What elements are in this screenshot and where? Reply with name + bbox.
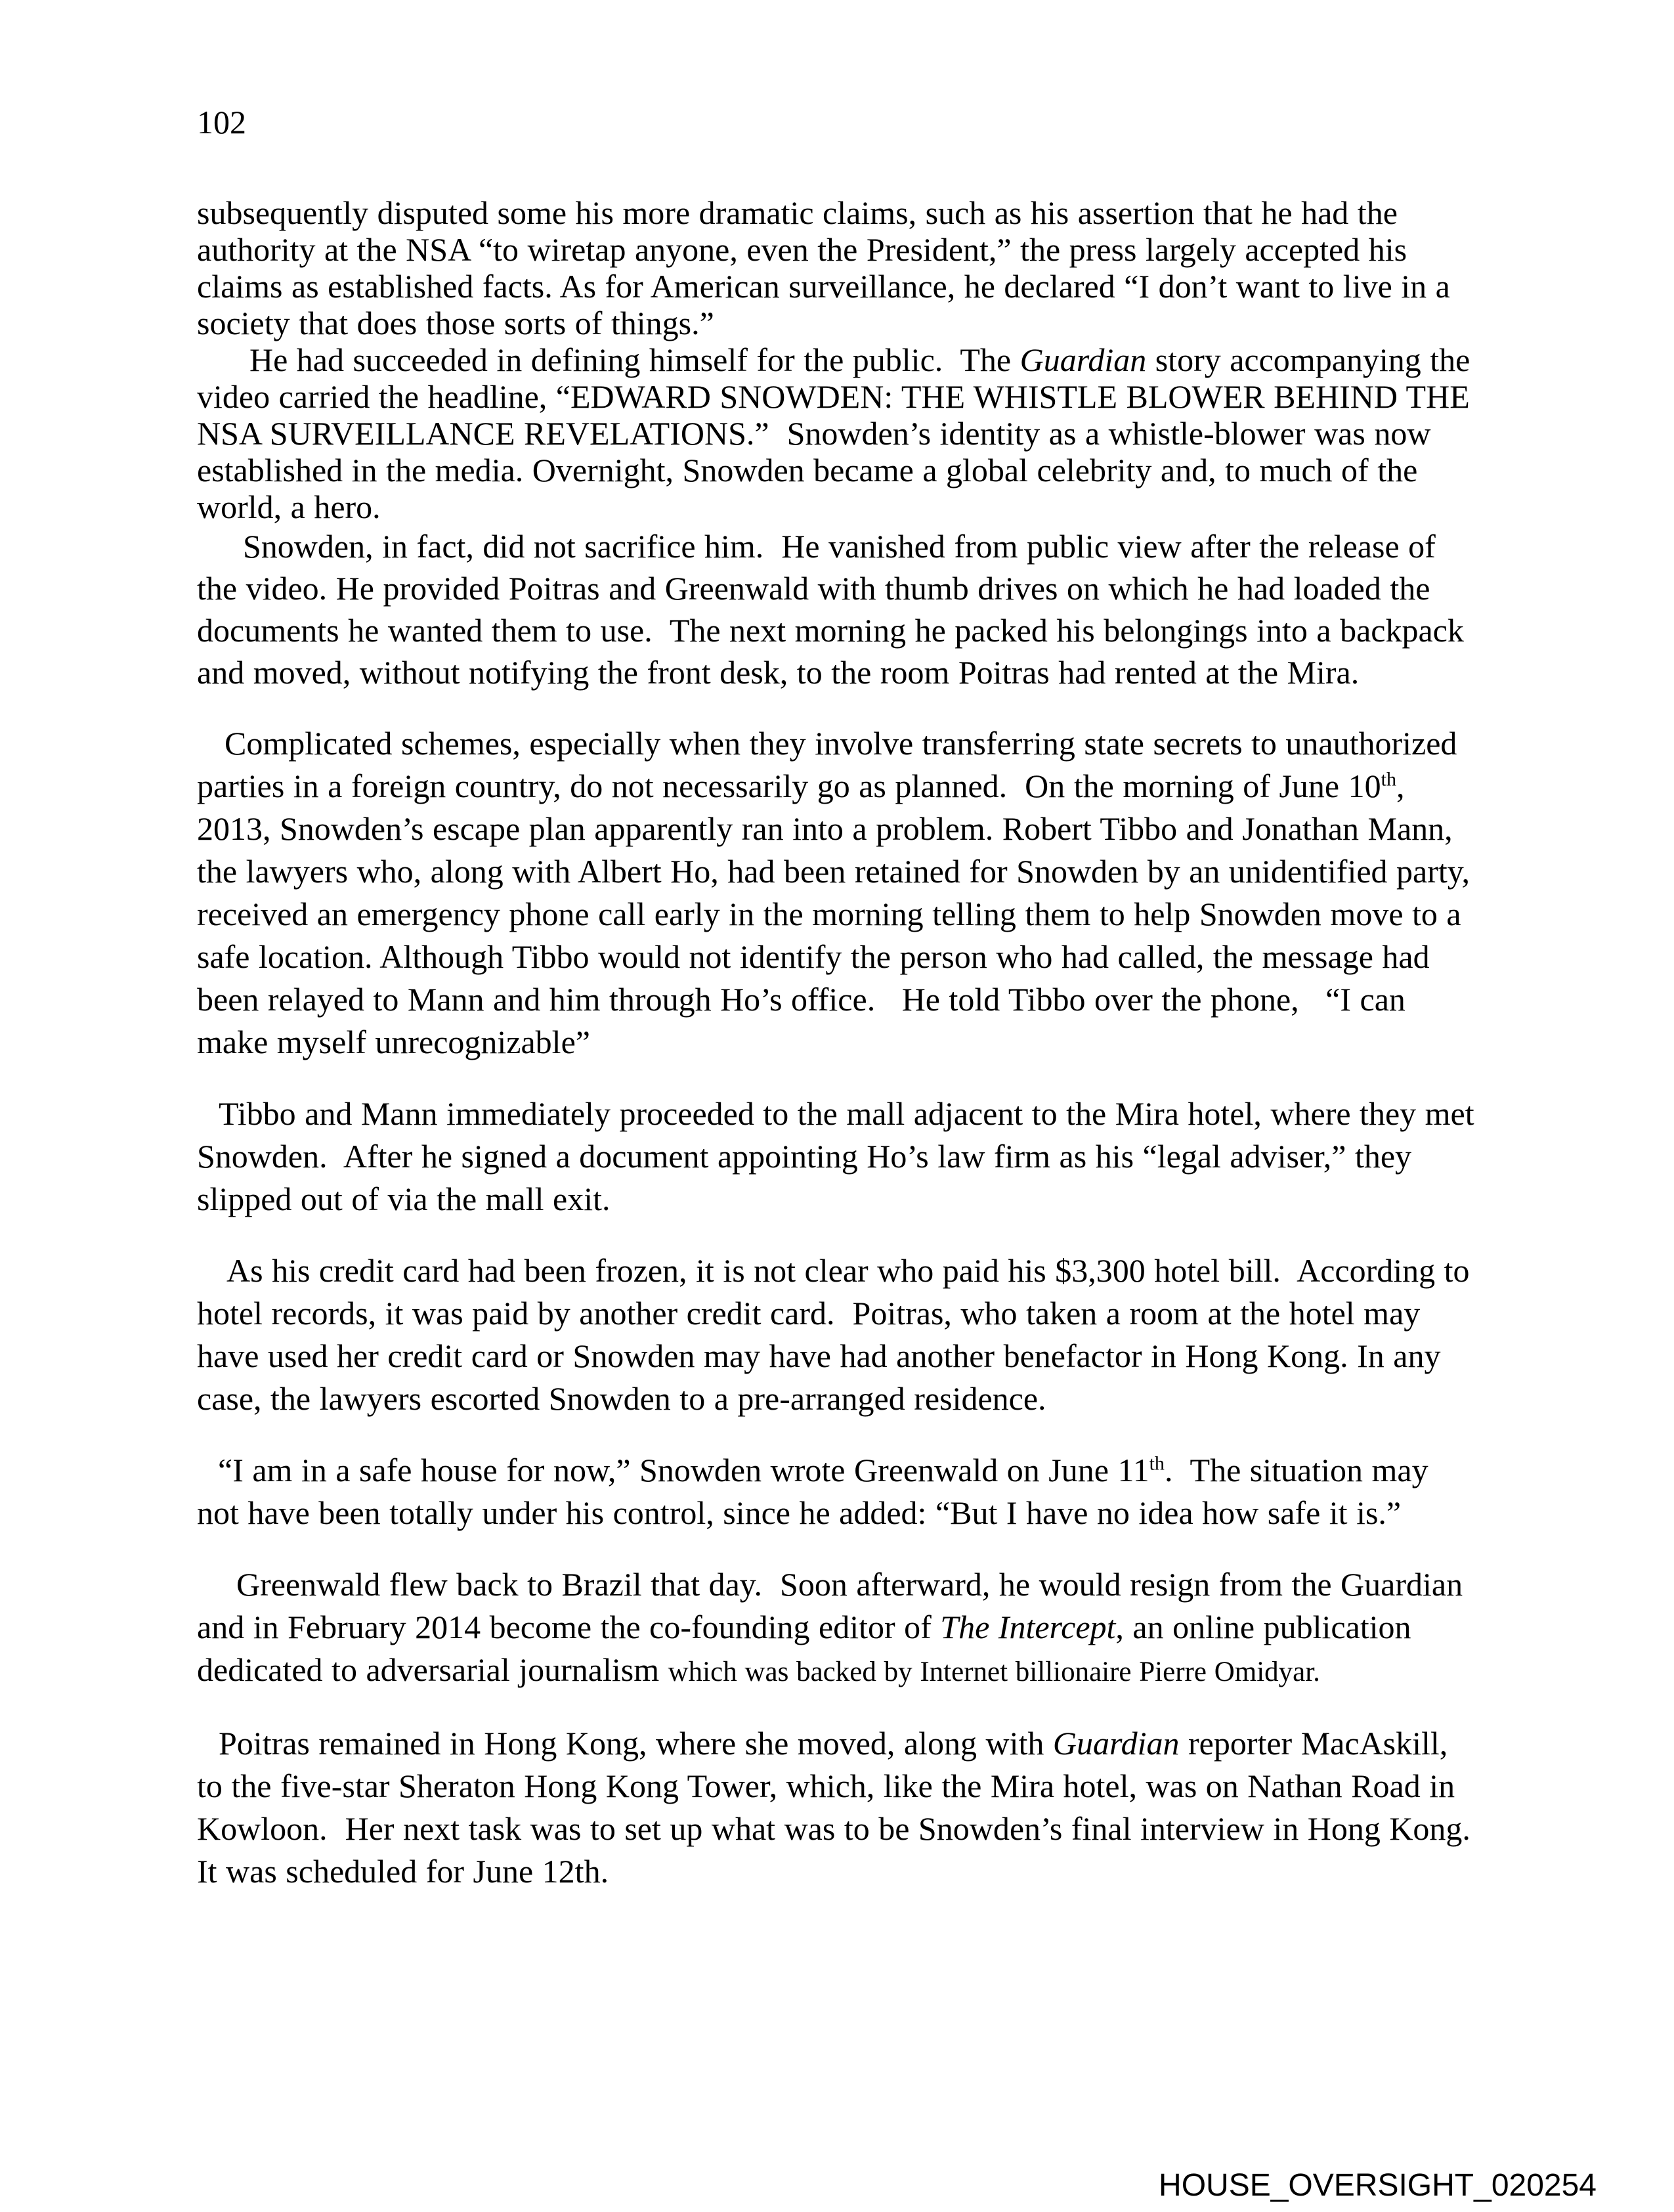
paragraph-9 xyxy=(197,1722,1478,1893)
paragraph-7 xyxy=(197,1449,1478,1534)
paragraph-3 xyxy=(197,525,1478,693)
text-run: As his credit card had been frozen, it is not clear who paid his $3,300 hotel bill. According to hotel records, it was paid by another credit card. Poitras, who taken a room at the hotel may have used her credit card or Snowden may have had another benefactor in Hong Kong. In any case, the lawyers escorted Snowden to a pre-arranged residence. xyxy=(197,1252,1479,1417)
text-run: Guardian xyxy=(1019,341,1147,378)
page-number: 102 xyxy=(197,104,246,141)
text-run: Greenwald flew back to Brazil that day. Soon afterward, he would resign from the Guardian and in February 2014 become the co-founding editor of xyxy=(197,1566,1472,1645)
paragraph-1 xyxy=(197,194,1478,341)
paragraph-5 xyxy=(197,1093,1484,1221)
text-run: “I am in a safe house for now,” Snowden wrote Greenwald on June 11 xyxy=(218,1452,1149,1488)
paragraph-4 xyxy=(197,722,1478,1064)
text-run: The Intercept xyxy=(940,1609,1116,1645)
text-run: Tibbo and Mann immediately proceeded to the mall adjacent to the Mira hotel, where they met Snowden. After he signed a document appointing Ho’s law firm as his “legal adviser,” they slipped out of via the mall exit. xyxy=(197,1095,1484,1217)
paragraph-2 xyxy=(197,341,1478,525)
text-run: Guardian xyxy=(1052,1725,1180,1762)
text-run: Poitras remained in Hong Kong, where she moved, along with xyxy=(219,1725,1053,1762)
text-run: story accompanying the video carried the headline, “EDWARD SNOWDEN: THE WHISTLE BLOWER BEHIND THE NSA SURVEILLANCE REVELATIONS.” Snowden’s identity as a whistle-blower was now established in the media. Overnight, Snowden became a global celebrity and, to much of the world, a hero. xyxy=(197,341,1479,525)
text-run: Complicated schemes, especially when they involve transferring state secrets to unauthorized parties in a foreign country, do not necessarily go as planned. On the morning of June 10 xyxy=(197,725,1466,804)
text-run: th xyxy=(1149,1452,1165,1475)
paragraph-8 xyxy=(197,1563,1478,1693)
bates-stamp: HOUSE_OVERSIGHT_020254 xyxy=(1159,2168,1597,2203)
text-run: , an online publication dedicated to adversarial journalism xyxy=(197,1609,1421,1688)
text-run: subsequently disputed some his more dramatic claims, such as his assertion that he had the authority at the NSA “to wiretap anyone, even the President,” the press largely accepted his claims as established facts. As for American surveillance, he declared “I don’t want to live in a society that does those sorts of things.” xyxy=(197,194,1459,341)
text-run: which was backed by Internet billionaire Pierre Omidyar. xyxy=(668,1657,1320,1687)
paragraph-6 xyxy=(197,1249,1478,1420)
text-run: , 2013, Snowden’s escape plan apparently ran into a problem. Robert Tibbo and Jonathan Mann, the lawyers who, along with Albert Ho, had been retained for Snowden by an unidentified party, received an emergency phone call early in the morning telling them to help Snowden move to a safe location. Although Tibbo would not identify the person who had called, the message had been relayed to Mann and him through Ho’s office. He told Tibbo over the phone, “I can make myself unrecognizable” xyxy=(197,768,1479,1060)
text-run: th xyxy=(1381,768,1396,791)
text-run: reporter MacAskill, to the five-star Sheraton Hong Kong Tower, which, like the Mira hotel, was on Nathan Road in Kowloon. Her next task was to set up what was to be Snowden’s final interview in Hong Kong. It was scheduled for June 12th. xyxy=(197,1725,1480,1890)
text-run: He had succeeded in defining himself for the public. The xyxy=(249,341,1020,378)
document-body xyxy=(197,194,1484,1893)
text-run: Snowden, in fact, did not sacrifice him. He vanished from public view after the release of the video. He provided Poitras and Greenwald with thumb drives on which he had loaded the documents he wanted them to use. The next morning he packed his belongings into a backpack and moved, without notifying the front desk, to the room Poitras had rented at the Mira. xyxy=(197,528,1473,691)
text-run: . The situation may not have been totally under his control, since he added: “But I have no idea how safe it is.” xyxy=(197,1452,1438,1531)
